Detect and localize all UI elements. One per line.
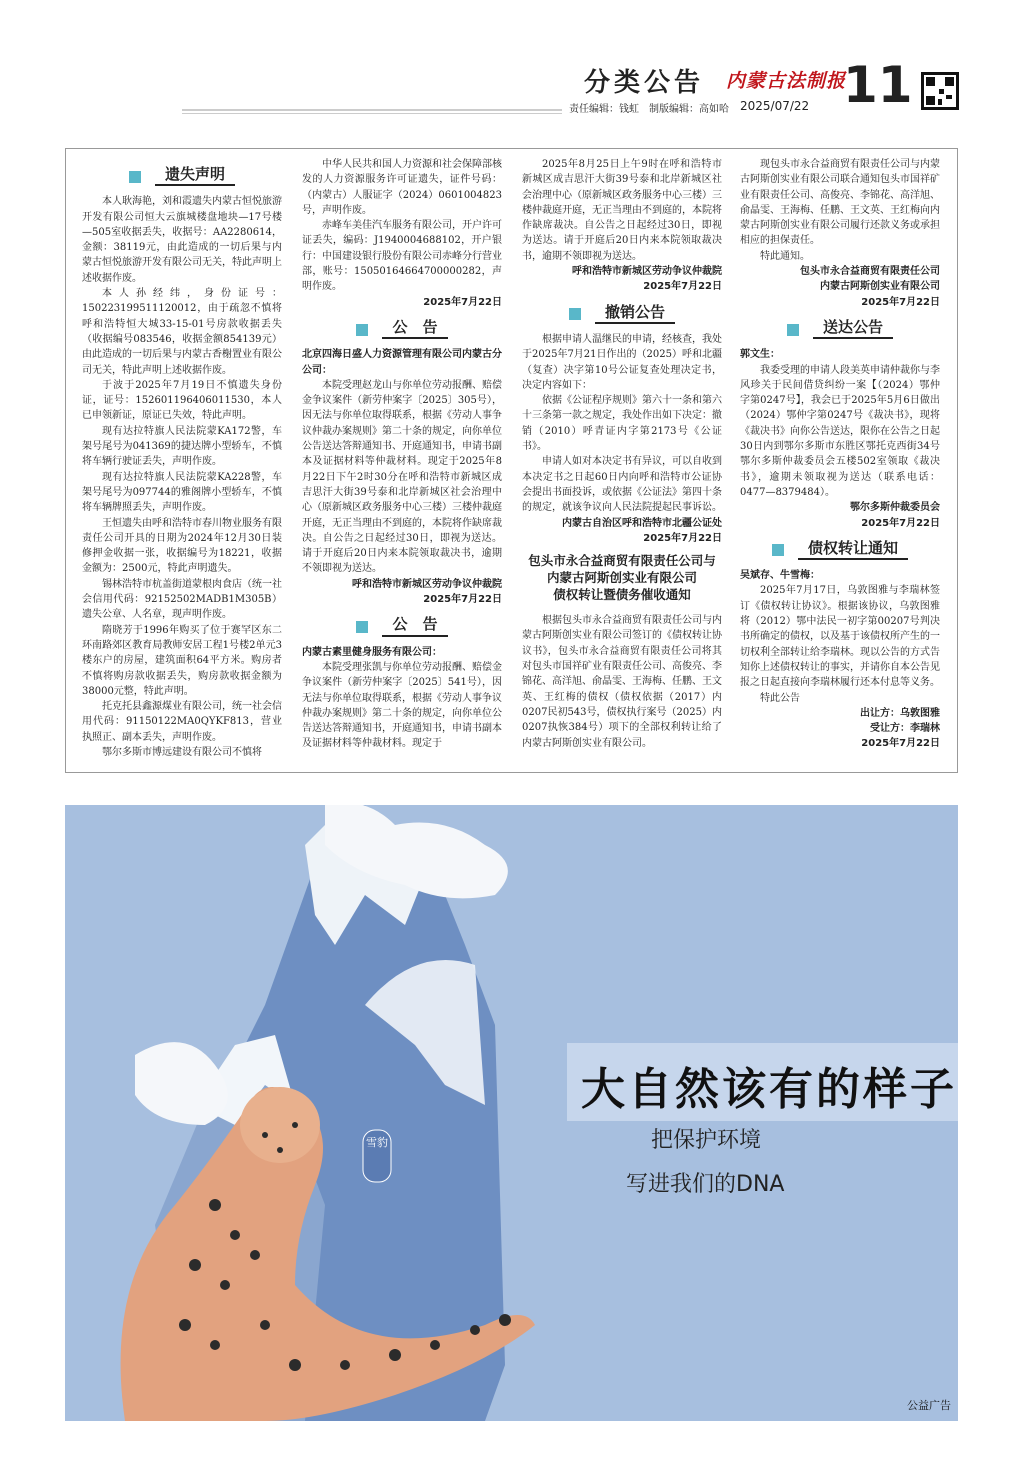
notice-paragraph: 赤峰车美佳汽车服务有限公司，开户许可证丢失，编码：J1940004688102，开户银行：中国建设银行股份有限公司赤峰分行营业部，账号：15050164664700000282，声明作废。	[302, 220, 502, 293]
notice-paragraph: 本院受理张凯与你单位劳动报酬、赔偿金争议案件（新劳仲案字〔2025〕541号），因无法与你单位取得联系，根据《劳动人事争议仲裁办案规则》第二十条的规定，向你单位公告送达答辩通知书，开庭通知书，申请书副本及证据材料等仲裁材料。现定于	[302, 661, 502, 750]
notice-signature: 包头市永合益商贸有限责任公司	[800, 266, 940, 278]
notice-paragraph: 2025年8月25日上午9时在呼和浩特市新城区成吉思汗大街39号泰和北岸新城区社会治理中心（原新城区政务服务中心三楼）三楼仲裁庭开庭，无正当理由不到庭的，本院将作缺席裁决。自公告之日起经过30日，即视为送达。请于开庭后20日内来本院领取裁决书，逾期不领即视为送达。	[522, 159, 722, 262]
notice-paragraph: 我委受理的申请人段美英申请仲裁你与李风珍关于民间借贷纠纷一案【（2024）鄂仲字第0247号】，我会已于2025年5月6日做出（2024）鄂仲字第0247号《裁决书》，现将《裁决书》向你公告送达，限你在公告之日起30日内到鄂尔多斯市东胜区鄂托克西街34号鄂尔多斯仲裁委员会五楼502室领取《裁决书》，逾期未领取视为送达（联系电话：0477—8379484）。	[740, 364, 940, 498]
section-heading	[522, 302, 722, 324]
notice-paragraph: 现包头市永合益商贸有限责任公司与内蒙古阿斯创实业有限公司联合通知包头市国祥矿业有限责任公司、高俊亮、李锦花、高洋旭、俞晶雯、王海梅、任鹏、王文英、王红梅向内蒙古阿斯创实业有限公司履行还款义务或承担相应的担保责任。	[740, 159, 940, 247]
section-heading	[302, 317, 502, 339]
header-rule-thin	[182, 113, 562, 114]
section-title: 分类公告	[584, 68, 705, 98]
notice-paragraph: 特此通知。	[760, 250, 810, 262]
seal-stamp: 雪豹	[366, 1136, 388, 1149]
heading-text: 公 告	[382, 320, 447, 339]
notice-paragraph: 鄂尔多斯市博远建设有限公司不慎将	[102, 746, 262, 758]
notice-date: 2025年7月22日	[861, 517, 940, 529]
notice-paragraph: 于波于2025年7月19日不慎遗失身份证，证号：152601196406011530，本人已申领新证，原证已失效，特此声明。	[82, 379, 282, 422]
ad-tag: 公益广告	[907, 1399, 951, 1412]
notice-paragraph: 依据《公证程序规则》第六十一条和第六十三条第一款之规定，我处作出如下决定：撤销（2010）呼青证内字第2173号《公证书》。	[522, 395, 722, 453]
notice-paragraph: 中华人民共和国人力资源和社会保障部核发的人力资源服务许可证遗失，证件号码：（内蒙古）人服证字（2024）0601004823号，声明作废。	[302, 159, 502, 216]
notice-date: 2025年7月22日	[861, 296, 940, 308]
section-heading	[302, 617, 502, 636]
notice-paragraph: 2025年7月17日，乌敦图雅与李瑞林签订《债权转让协议》。根据该协议，乌敦图雅将（2012）鄂中法民一初字第00207号判决书所确定的债权，以及基于该债权所产生的一切权利全部转让给李瑞林。现以公告的方式告知你上述债权转让的事实，并请你自本公告见报之日起直接向李瑞林履行还本付息等义务。	[740, 585, 940, 689]
notice-column-1	[82, 157, 282, 765]
notice-date: 2025年7月22日	[423, 296, 502, 308]
public-service-ad	[65, 805, 958, 1421]
ad-subtitle-line-1: 把保护环境	[651, 1128, 762, 1153]
notice-paragraph: 现有达拉特旗人民法院蒙KA228警，车架号尾号为097744的雅阁牌小型轿车，不慎将车辆牌照丢失，声明作废。	[82, 471, 282, 514]
notice-title-line: 包头市永合益商贸有限责任公司与	[528, 553, 716, 569]
notice-paragraph: 托克托县鑫源煤业有限公司，统一社会信用代码：91150122MA0QYKF813，营业执照正、副本丢失，声明作废。	[82, 701, 282, 743]
section-heading	[740, 538, 940, 560]
notice-paragraph: 本人耿海艳，刘和霞遗失内蒙古恒悦旅游开发有限公司恒大云旗城楼盘地块—17号楼—505室收据丢失，收据号：AA2280614，金额：38119元，由此造成的一切后果与内蒙古恒悦旅游开发有限公司无关，特此声明上述收据作废。	[82, 196, 282, 284]
notice-paragraph: 本院受理赵龙山与你单位劳动报酬、赔偿金争议案件（新劳仲案字〔2025〕305号），因无法与你单位取得联系，根据《劳动人事争议仲裁办案规则》第二十条的规定，向你单位公告送达答辩通知书、开庭通知书，申请书副本及证据材料等仲裁材料。现定于2025年8月22日下午2时30分在呼和浩特市新城区成吉思汗大街39号泰和北岸新城区社会治理中心（原新城区政务服务中心三楼）三楼仲裁庭开庭，无正当理由不到庭的，本院将作缺席裁决。自公告之日起经过30日，即视为送达。请于开庭后20日内来本院领取裁决书，逾期不领即视为送达。	[302, 379, 502, 575]
section-heading	[82, 167, 282, 186]
newspaper-logo: 内蒙古法制报	[726, 70, 847, 92]
heading-square-icon	[787, 324, 799, 336]
section-heading	[740, 317, 940, 339]
heading-text: 撤销公告	[595, 305, 675, 324]
qr-code-icon	[921, 72, 959, 110]
notice-title	[522, 552, 722, 603]
heading-text: 遗失声明	[155, 167, 235, 186]
notice-signature: 内蒙古自治区呼和浩特市北疆公证处	[562, 517, 722, 529]
notice-paragraph: 根据包头市永合益商贸有限责任公司与内蒙古阿斯创实业有限公司签订的《债权转让协议书》，包头市永合益商贸有限责任公司将其对包头市国祥矿业有限责任公司、高俊亮、李锦花、高洋旭、俞晶雯、王海梅、任鹏、王文英、王红梅的债权（债权依据（2017）内0207民初543号，债权执行案号（2025）内0207执恢384号）项下的全部权利转让给了内蒙古阿斯创实业有限公司。	[522, 615, 722, 749]
heading-square-icon	[569, 308, 581, 320]
heading-square-icon	[772, 544, 784, 556]
notice-paragraph: 现有达拉特旗人民法院蒙KA172警，车架号尾号为041369的捷达牌小型轿车，不慎将车辆行驶证丢失，声明作废。	[82, 425, 282, 468]
heading-square-icon	[356, 621, 368, 633]
heading-text: 债权转让通知	[798, 541, 908, 560]
notice-addressee: 内蒙古素里健身服务有限公司：	[302, 646, 442, 658]
notice-addressee: 郭文生：	[740, 349, 780, 361]
notice-signature: 内蒙古阿斯创实业有限公司	[820, 281, 940, 293]
notice-date: 2025年7月22日	[423, 594, 502, 606]
ad-title: 大自然该有的样子	[581, 1064, 957, 1115]
notice-signature: 呼和浩特市新城区劳动争议仲裁院	[572, 266, 722, 278]
notice-signature: 鄂尔多斯仲裁委员会	[850, 502, 940, 514]
editor-credits: 责任编辑：钱虹 制版编辑：高如哈	[569, 104, 729, 115]
notices-box	[65, 148, 958, 773]
notice-paragraph: 隋晓芳于1996年购买了位于赛罕区东二环南路郊区教育局教师安居工程1号楼2单元3楼东户的房屋，建筑面积64平方米。购房者不慎将购房款收据丢失，购房款收据金额为38000元整，特此声明。	[82, 624, 282, 697]
page-number: 11	[843, 56, 913, 114]
notice-column-3	[522, 157, 722, 765]
page-header	[0, 0, 1024, 130]
notice-signature: 呼和浩特市新城区劳动争议仲裁院	[352, 578, 502, 590]
heading-square-icon	[129, 171, 141, 183]
notice-column-2	[302, 157, 502, 765]
notice-signature: 出让方：乌敦图雅	[860, 707, 940, 719]
notice-addressee: 吴斌存、牛雪梅：	[740, 570, 820, 582]
notice-date: 2025年7月22日	[643, 532, 722, 544]
notice-paragraph: 根据申请人温继民的申请，经核查，我处于2025年7月21日作出的（2025）呼和北疆（复查）决字第10号公证复查处理决定书，决定内容如下：	[522, 333, 722, 391]
notice-paragraph: 本人孙经纬，身份证号：150223199511120012，由于疏忽不慎将呼和浩特恒大城33-15-01号房款收据丢失（收据编号083546，收据金额854139元）由此造成的一切后果与内蒙古香榭置业有限公司无关，特此声明上述收据作废。	[82, 288, 282, 376]
notice-title-line: 债权转让暨债务催收通知	[553, 587, 691, 603]
ad-subtitle-line-2: 写进我们的DNA	[626, 1172, 785, 1197]
notice-paragraph: 申请人如对本决定书有异议，可以自收到本决定书之日起60日内向呼和浩特市公证协会提出书面投诉，或依据《公证法》第四十条的规定，就该争议向人民法院提起民事诉讼。	[522, 456, 722, 514]
notice-paragraph: 王恒遗失由呼和浩特市春川物业服务有限责任公司开具的日期为2024年12月30日装修押金收据一张，收据编号为18221，收据金额为：2500元，特此声明遗失。	[82, 517, 282, 575]
lost-notices	[82, 194, 282, 760]
heading-square-icon	[356, 324, 368, 336]
header-rule	[182, 109, 562, 111]
notice-date: 2025年7月22日	[643, 281, 722, 293]
notice-addressee: 北京四海日盛人力资源管理有限公司内蒙古分公司：	[302, 349, 502, 376]
notice-title-line: 内蒙古阿斯创实业有限公司	[546, 570, 697, 586]
notice-signature: 受让方：李瑞林	[870, 723, 940, 735]
heading-text: 送达公告	[813, 320, 893, 339]
notice-column-4	[740, 157, 940, 765]
heading-text: 公 告	[382, 617, 447, 636]
issue-date: 2025/07/22	[740, 99, 810, 113]
notice-date: 2025年7月22日	[861, 738, 940, 750]
notice-paragraph: 锡林浩特市杭盖街道蒙根肉食店（统一社会信用代码：92152502MADB1M305B）遗失公章、人名章，现声明作废。	[82, 578, 282, 621]
notice-paragraph: 特此公告	[760, 692, 800, 704]
